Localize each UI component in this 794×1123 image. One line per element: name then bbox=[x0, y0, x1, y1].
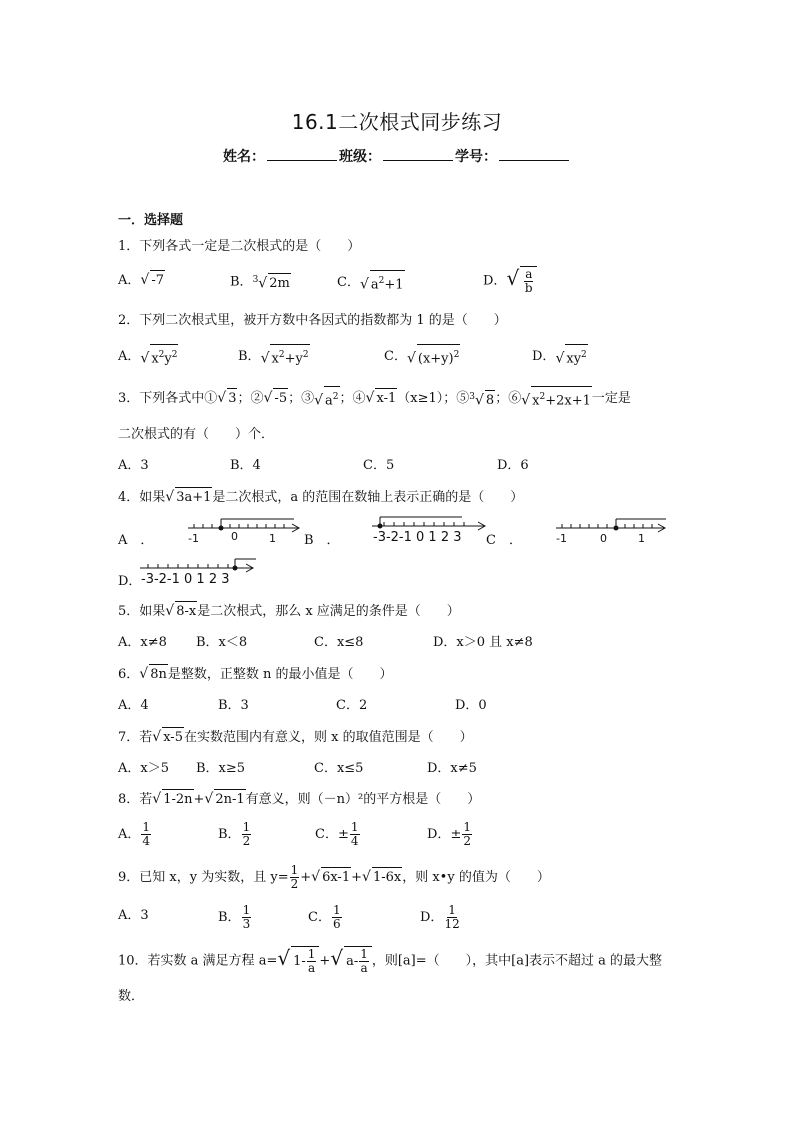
option-letter: D． bbox=[420, 910, 444, 925]
q5-stem: 5．如果√ 8-x是二次根式，那么 x 应满足的条件是（ ） bbox=[118, 601, 460, 622]
tick-label: 1 bbox=[269, 532, 276, 545]
option-letter: D． bbox=[483, 273, 507, 289]
numerator: 1 bbox=[290, 863, 299, 877]
radicand-part: a bbox=[325, 393, 333, 409]
fraction bbox=[350, 821, 360, 848]
fraction bbox=[307, 948, 317, 975]
q3-stem-line2: 二次根式的有（ ）个． bbox=[118, 427, 275, 442]
exponent: 2 bbox=[378, 276, 385, 286]
numerator: 1 bbox=[463, 820, 471, 834]
q9-option-a: A．3 bbox=[118, 908, 149, 923]
q3-option-a: A．3 bbox=[118, 458, 149, 473]
tick-labels: -3-2-1 0 1 2 3 bbox=[141, 572, 230, 587]
text: 是整数，正整数 n 的最小值是（ ） bbox=[167, 667, 393, 682]
denominator: a bbox=[360, 961, 368, 975]
q9-option-d bbox=[420, 904, 461, 931]
number-line-b bbox=[370, 512, 492, 544]
option-letter: D． bbox=[532, 349, 556, 365]
exponent: 2 bbox=[332, 392, 339, 402]
fraction bbox=[141, 821, 151, 848]
q3-option-d: D．6 bbox=[497, 458, 529, 473]
radicand-part: y bbox=[164, 351, 172, 367]
id-blank[interactable] bbox=[499, 147, 569, 161]
exponent: 2 bbox=[302, 350, 309, 360]
radicand: -5 bbox=[273, 388, 288, 409]
option-letter: C． bbox=[337, 275, 360, 291]
text: ；② bbox=[237, 391, 264, 407]
root-index: 3 bbox=[252, 275, 259, 285]
text: 4．如果 bbox=[118, 490, 166, 505]
text: ；④ bbox=[339, 391, 366, 407]
tick-label: 0 bbox=[231, 530, 238, 543]
q9-option-b bbox=[218, 904, 252, 931]
q4-option-a-label: A ． bbox=[118, 533, 154, 548]
q2-stem: 2．下列二次根式里，被开方数中各因式的指数都为 1 的是（ ） bbox=[118, 313, 507, 328]
class-blank[interactable] bbox=[383, 147, 453, 161]
radicand: 3a+1 bbox=[175, 487, 212, 508]
option-letter: A． bbox=[118, 827, 141, 842]
solid-point bbox=[233, 566, 238, 571]
radicand: 2m bbox=[268, 273, 291, 294]
text: 是二次根式，a 的范围在数轴上表示正确的是（ ） bbox=[212, 490, 524, 505]
option-letter: B． bbox=[230, 274, 253, 290]
student-info-line bbox=[0, 146, 794, 166]
numerator: 1 bbox=[448, 903, 456, 917]
q8-option-d bbox=[427, 821, 473, 848]
option-letter: D． bbox=[427, 827, 451, 842]
numerator: 1 bbox=[242, 903, 251, 917]
q5-option-a: A．x≠8 bbox=[118, 635, 167, 650]
radicand-part: a- bbox=[346, 954, 359, 969]
q6-option-a: A．4 bbox=[118, 698, 149, 713]
fraction bbox=[242, 821, 252, 848]
q5-option-d: D．x＞0 且 x≠8 bbox=[433, 635, 533, 650]
fraction bbox=[242, 904, 252, 931]
option-letter: A． bbox=[118, 349, 141, 365]
q2-option-c: C．√ $(x+y)^2$ bbox=[384, 344, 460, 369]
radicand-part: (x+y) bbox=[417, 351, 454, 367]
radicand: 1-2n bbox=[162, 789, 193, 810]
text: ，则 x•y 的值为（ ） bbox=[402, 870, 550, 885]
tick-labels: -3-2-1 0 1 2 3 bbox=[373, 530, 462, 544]
text: + bbox=[300, 870, 312, 885]
text: 在实数范围内有意义，则 x 的取值范围是（ ） bbox=[183, 730, 473, 745]
text: + bbox=[351, 870, 363, 885]
numerator: 1 bbox=[350, 820, 359, 834]
radicand-part: +y bbox=[284, 351, 303, 367]
radicand-part: +2x+1 bbox=[545, 393, 591, 409]
id-label: 学号： bbox=[455, 149, 497, 165]
q5-option-b: B．x＜8 bbox=[196, 635, 248, 650]
q4-option-d-label: D． bbox=[118, 574, 142, 589]
denominator: 4 bbox=[142, 834, 151, 848]
solid-point bbox=[614, 526, 619, 531]
text: + bbox=[193, 792, 205, 807]
option-letter: C． bbox=[308, 910, 331, 925]
q2-option-d: D．√ $xy^2$ bbox=[532, 344, 588, 369]
q8-option-c bbox=[315, 821, 361, 848]
denominator: a bbox=[308, 961, 316, 975]
q2-option-b: B．√ $x^2+y^2$ bbox=[238, 344, 310, 369]
radicand: 6x-1 bbox=[321, 867, 351, 888]
radicand: x-1 bbox=[375, 388, 397, 409]
q7-option-d: D．x≠5 bbox=[427, 761, 477, 776]
tick-label: 0 bbox=[600, 532, 607, 545]
denominator: 4 bbox=[350, 834, 359, 848]
q1-option-a: A．√ -7 bbox=[118, 270, 165, 291]
text: 3．下列各式中① bbox=[118, 391, 218, 407]
radicand: 8 bbox=[485, 390, 495, 411]
exponent: 2 bbox=[171, 350, 178, 360]
text: 5．如果 bbox=[118, 604, 166, 619]
q1-option-d: D．√ $\frac{a}{b}$ bbox=[483, 266, 537, 296]
fraction bbox=[444, 904, 459, 931]
exponent: 2 bbox=[158, 350, 165, 360]
radicand-part: x bbox=[151, 351, 159, 367]
q10-stem-line1: 10．若实数 a 满足方程 a=√ 1- $\frac{1}{a}$ +√ a- $\frac{1}{a}$ ，则[a]=（ ），其中[a]表示不超过 a 的最大整 bbox=[118, 946, 663, 975]
text: 8．若 bbox=[118, 792, 153, 807]
radicand bbox=[370, 270, 405, 295]
q9-option-c bbox=[308, 904, 343, 931]
fraction bbox=[359, 948, 369, 975]
radicand: 1-6x bbox=[372, 867, 402, 888]
fraction bbox=[462, 821, 472, 848]
q6-stem: 6．√ 8n是整数，正整数 n 的最小值是（ ） bbox=[118, 664, 393, 685]
denominator: 2 bbox=[290, 877, 299, 891]
fraction bbox=[524, 268, 533, 295]
q4-option-b-label: B ． bbox=[304, 533, 340, 548]
radicand: 8n bbox=[149, 664, 168, 685]
q7-option-c: C．x≤5 bbox=[314, 761, 364, 776]
plus-minus: ± bbox=[337, 827, 349, 842]
name-blank[interactable] bbox=[267, 147, 337, 161]
radicand-part: xy bbox=[566, 351, 582, 367]
radicand: 8-x bbox=[175, 601, 197, 622]
q2-option-a: A．√ $x^2y^2$ bbox=[118, 344, 178, 369]
class-label: 班级： bbox=[339, 149, 381, 165]
q9-stem: 9．已知 x，y 为实数，且 y= $\frac{1}{2}$ +√ 6x-1+√ 1-6x，则 x•y 的值为（ ） bbox=[118, 863, 550, 891]
text: （x≥1）；⑤ bbox=[397, 391, 470, 407]
text: 9．已知 x，y 为实数，且 y= bbox=[118, 870, 289, 885]
q7-stem: 7．若√ x-5在实数范围内有意义，则 x 的取值范围是（ ） bbox=[118, 727, 473, 748]
denominator: b bbox=[524, 281, 533, 295]
q10-stem-line2: 数． bbox=[118, 989, 145, 1004]
exponent: 2 bbox=[453, 350, 460, 360]
q6-option-c: C．2 bbox=[336, 698, 368, 713]
option-letter: A． bbox=[118, 273, 141, 288]
q6-option-d: D．0 bbox=[455, 698, 487, 713]
q4-option-c-label: C ． bbox=[486, 533, 522, 548]
plus-minus: ± bbox=[450, 827, 462, 842]
number-line-d bbox=[138, 556, 260, 588]
radicand-part: x bbox=[532, 393, 540, 409]
solid-point bbox=[219, 526, 224, 531]
option-letter: C． bbox=[315, 827, 338, 842]
numerator: 1 bbox=[332, 903, 341, 917]
text: ；③ bbox=[288, 391, 315, 407]
root-index: 3 bbox=[469, 391, 475, 402]
denominator: 6 bbox=[332, 917, 341, 931]
radicand: x-5 bbox=[162, 727, 184, 748]
denominator: 2 bbox=[463, 834, 471, 848]
exponent: 2 bbox=[278, 350, 285, 360]
numerator: 1 bbox=[142, 820, 151, 834]
denominator: 2 bbox=[242, 834, 251, 848]
q7-option-b: B．x≥5 bbox=[196, 761, 246, 776]
solid-point bbox=[378, 524, 383, 529]
q1-option-c: C．√ $a^2+1$ bbox=[337, 270, 405, 295]
q6-option-b: B．3 bbox=[218, 698, 249, 713]
q4-stem: 4．如果√ 3a+1是二次根式，a 的范围在数轴上表示正确的是（ ） bbox=[118, 487, 523, 508]
q3-stem-line1: 3．下列各式中①√ 3；②√ -5；③√ $a^2$；④√ x-1（x≥1）；⑤$^3$√ 8；⑥√ $x^2+2x+1$一定是 bbox=[118, 386, 631, 411]
tick-label: -1 bbox=[188, 532, 199, 545]
radicand-part: +1 bbox=[384, 277, 404, 293]
text: ；⑥ bbox=[495, 391, 522, 407]
option-letter: C． bbox=[384, 349, 407, 365]
text: + bbox=[319, 953, 331, 969]
section-heading: 一．选择题 bbox=[118, 213, 184, 228]
tick-label: -1 bbox=[556, 532, 567, 545]
q3-option-b: B．4 bbox=[230, 458, 261, 473]
tick-label: 1 bbox=[638, 532, 645, 545]
option-letter: B． bbox=[238, 349, 261, 365]
q3-option-c: C．5 bbox=[363, 458, 395, 473]
text: 有意义，则（－n）²的平方根是（ ） bbox=[245, 792, 481, 807]
option-letter: B． bbox=[218, 827, 241, 842]
q8-option-a bbox=[118, 821, 152, 848]
denominator: 3 bbox=[242, 917, 251, 931]
q1-option-b: B．$^3$√ 2m bbox=[230, 270, 291, 294]
number-line-c bbox=[554, 514, 672, 546]
numerator: 1 bbox=[360, 947, 368, 961]
q8-option-b bbox=[218, 821, 252, 848]
q5-option-c: C．x≤8 bbox=[314, 635, 364, 650]
radicand-part: 1- bbox=[293, 954, 306, 969]
text: ，则[a]=（ ），其中[a]表示不超过 a 的最大整 bbox=[371, 953, 663, 969]
radicand: 2n-1 bbox=[214, 789, 245, 810]
radicand-part: a bbox=[370, 277, 379, 293]
exponent: 2 bbox=[539, 392, 546, 402]
radicand-part: x bbox=[271, 351, 279, 367]
text: 是二次根式，那么 x 应满足的条件是（ ） bbox=[197, 604, 460, 619]
option-letter: B． bbox=[218, 910, 241, 925]
numerator: a bbox=[525, 267, 533, 281]
radicand: -7 bbox=[150, 270, 165, 291]
q8-stem: 8．若√ 1-2n+√ 2n-1有意义，则（－n）²的平方根是（ ） bbox=[118, 789, 480, 810]
name-label: 姓名： bbox=[223, 149, 265, 165]
q7-option-a: A．x＞5 bbox=[118, 761, 169, 776]
number-line-a bbox=[186, 514, 306, 546]
page-title: 16.1二次根式同步练习 bbox=[291, 110, 503, 134]
fraction bbox=[332, 904, 342, 931]
denominator: 12 bbox=[444, 917, 460, 931]
numerator: 1 bbox=[242, 820, 251, 834]
numerator: 1 bbox=[307, 947, 316, 961]
q1-stem: 1．下列各式一定是二次根式的是（ ） bbox=[118, 239, 361, 254]
text: 10．若实数 a 满足方程 a= bbox=[118, 953, 278, 969]
text: 一定是 bbox=[591, 391, 631, 407]
text: 7．若 bbox=[118, 730, 153, 745]
fraction bbox=[290, 864, 300, 891]
radicand: 3 bbox=[227, 388, 237, 409]
exponent: 2 bbox=[581, 350, 587, 360]
